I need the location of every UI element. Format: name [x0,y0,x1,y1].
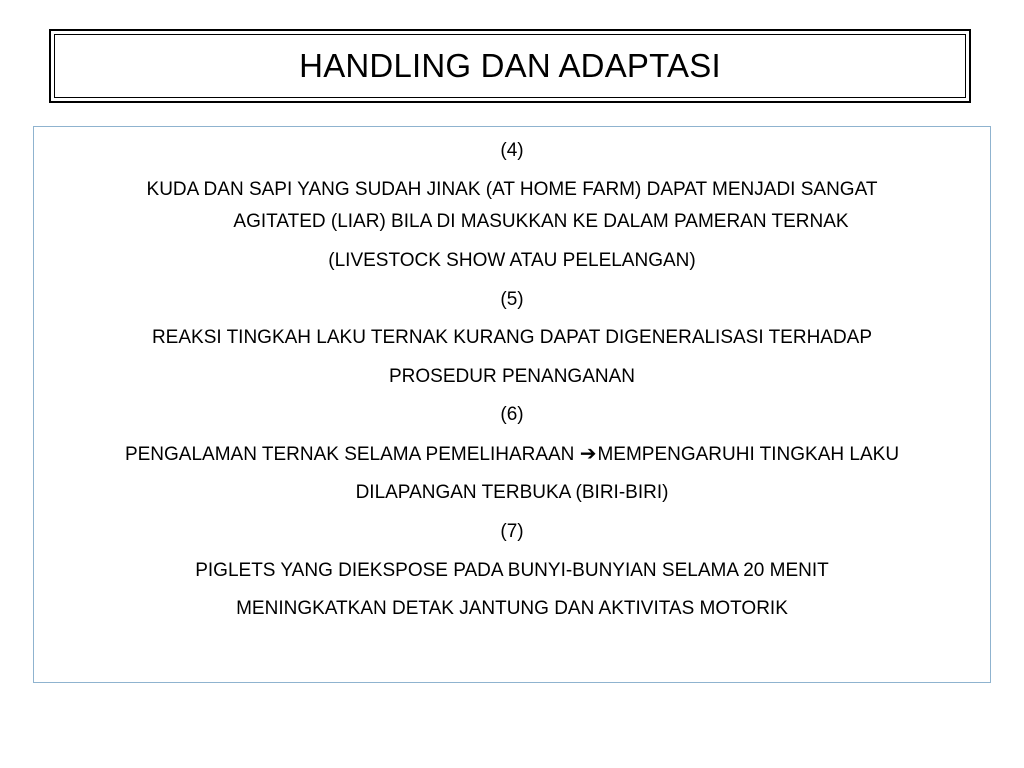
point-number-5: (5) [500,289,524,310]
point-6-line-1-part-b: MEMPENGARUHI TINGKAH LAKU [597,444,900,465]
point-6-line-2: DILAPANGAN TERBUKA (BIRI-BIRI) [355,482,669,503]
point-4-line-3: (LIVESTOCK SHOW ATAU PELELANGAN) [328,250,696,271]
point-number-7: (7) [500,521,524,542]
point-number-6: (6) [500,404,524,425]
point-4-line-2: AGITATED (LIAR) BILA DI MASUKKAN KE DALAM PAMERAN TERNAK [233,211,849,232]
point-7-line-2: MENINGKATKAN DETAK JANTUNG DAN AKTIVITAS MOTORIK [236,598,788,619]
point-5-line-2: PROSEDUR PENANGANAN [389,366,635,387]
slide-title: HANDLING DAN ADAPTASI [299,47,721,84]
point-number-4: (4) [500,140,524,161]
point-7-line-1: PIGLETS YANG DIEKSPOSE PADA BUNYI-BUNYIAN SELAMA 20 MENIT [195,560,829,581]
point-4-line-1: KUDA DAN SAPI YANG SUDAH JINAK (AT HOME FARM) DAPAT MENJADI SANGAT [146,179,878,200]
point-5-line-1: REAKSI TINGKAH LAKU TERNAK KURANG DAPAT DIGENERALISASI TERHADAP [151,327,873,348]
point-6-line-1 [34,442,990,467]
title-frame-inner [54,34,966,98]
content-box [33,126,991,683]
right-arrow-icon: ➔ [579,443,597,465]
title-frame [49,29,971,103]
point-6-line-1-part-a: PENGALAMAN TERNAK SELAMA PEMELIHARAAN [124,444,580,465]
